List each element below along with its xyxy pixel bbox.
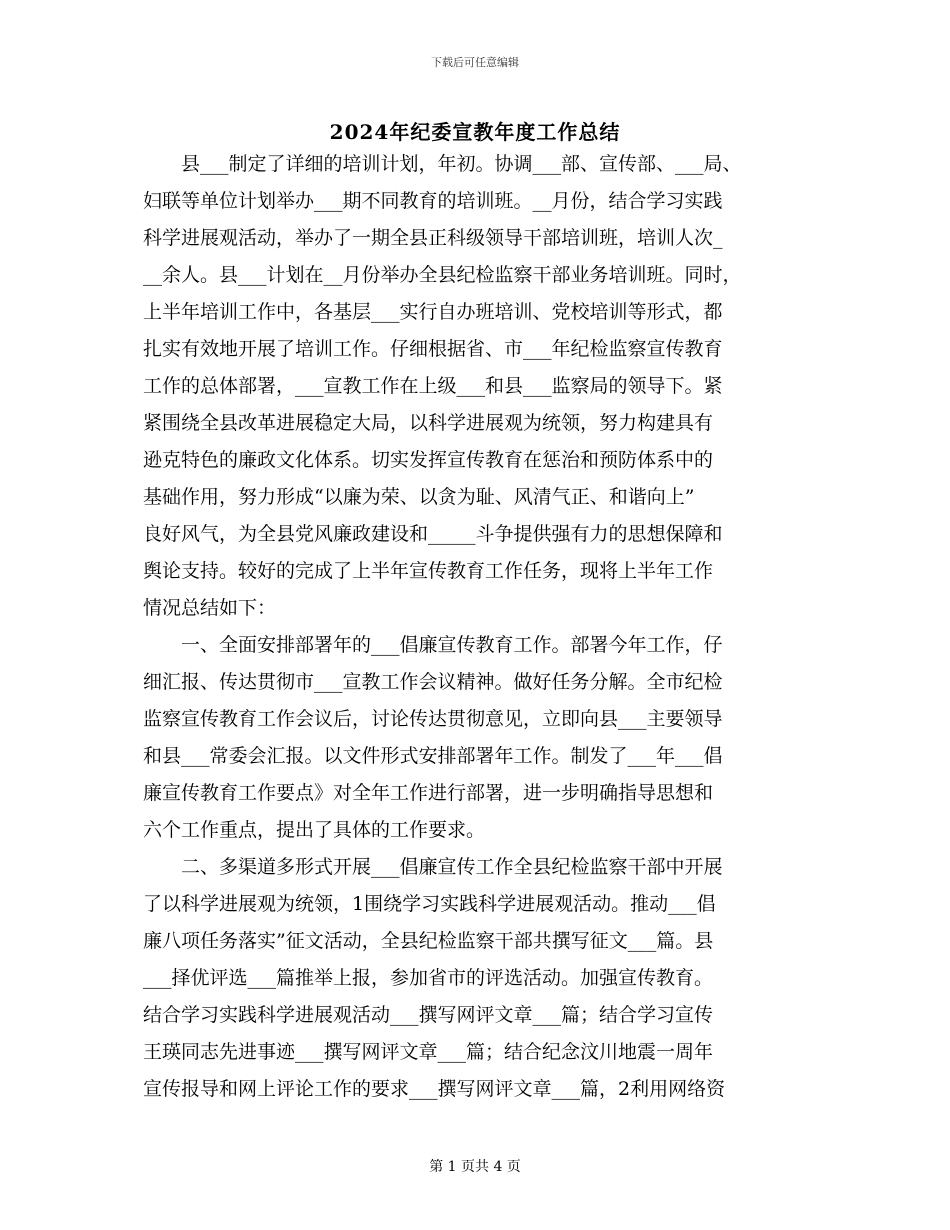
body-line: 紧围绕全县改革进展稳定大局，以科学进展观为统领，努力构建具有 [143,412,714,434]
body-line: 科学进展观活动，举办了一期全县正科级领导干部培训班，培训人次_ [143,227,723,249]
page-footer: 第 1 页共 4 页 [429,1159,521,1175]
body-line: 一、全面安排部署年的___倡廉宣传教育工作。部署今年工作，仔 [143,634,723,656]
body-line: 扎实有效地开展了培训工作。仔细根据省、市___年纪检监察宣传教育 [143,338,723,360]
document-body [143,146,813,1108]
body-line: 逊克特色的廉政文化体系。切实发挥宣传教育在惩治和预防体系中的 [143,449,714,471]
body-line: 妇联等单位计划举办___期不同教育的培训班。__月份，结合学习实践 [143,190,723,212]
body-line: 廉八项任务落实”征文活动，全县纪检监察干部共撰写征文___篇。县 [143,930,714,952]
header-note: 下载后可任意编辑 [431,56,519,69]
body-line: 廉宣传教育工作要点》对全年工作进行部署，进一步明确指导思想和 [143,782,714,804]
body-line: 情况总结如下： [143,597,277,619]
body-line: 和县___常委会汇报。以文件形式安排部署年工作。制发了___年___倡 [143,745,723,767]
body-line: __余人。县___计划在__月份举办全县纪检监察干部业务培训班。同时， [143,264,742,286]
body-line: 了以科学进展观为统领，1围绕学习实践科学进展观活动。推动___倡 [143,893,716,915]
body-line: 六个工作重点，提出了具体的工作要求。 [143,819,486,841]
body-line: 监察宣传教育工作会议后，讨论传达贯彻意见，立即向县___主要领导 [143,708,723,730]
body-line: 细汇报、传达贯彻市___宣教工作会议精神。做好任务分解。全市纪检 [143,671,723,693]
body-line: 舆论支持。较好的完成了上半年宣传教育工作任务，现将上半年工作 [143,560,714,582]
body-line: 上半年培训工作中，各基层___实行自办班培训、党校培训等形式，都 [143,301,723,323]
body-line: 良好风气，为全县党风廉政建设和_____斗争提供强有力的思想保障和 [143,523,723,545]
body-line: 王瑛同志先进事迹___撰写网评文章___篇；结合纪念汶川地震一周年 [143,1041,714,1063]
body-line: 基础作用，努力形成“以廉为荣、以贪为耻、风清气正、和谐向上” [143,486,695,508]
body-line: 宣传报导和网上评论工作的要求___撰写网评文章___篇，2利用网络资 [143,1078,726,1100]
body-line: 二、多渠道多形式开展___倡廉宣传工作全县纪检监察干部中开展 [143,856,723,878]
body-line: 工作的总体部署，___宣教工作在上级___和县___监察局的领导下。紧 [143,375,723,397]
body-line: 结合学习实践科学进展观活动___撰写网评文章___篇；结合学习宣传 [143,1004,714,1026]
body-line: 县___制定了详细的培训计划，年初。协调___部、宣传部、___局、 [143,153,742,175]
body-line: ___择优评选___篇推举上报，参加省市的评选活动。加强宣传教育。 [143,967,714,989]
document-title: 2024年纪委宣教年度工作总结 [329,120,621,144]
